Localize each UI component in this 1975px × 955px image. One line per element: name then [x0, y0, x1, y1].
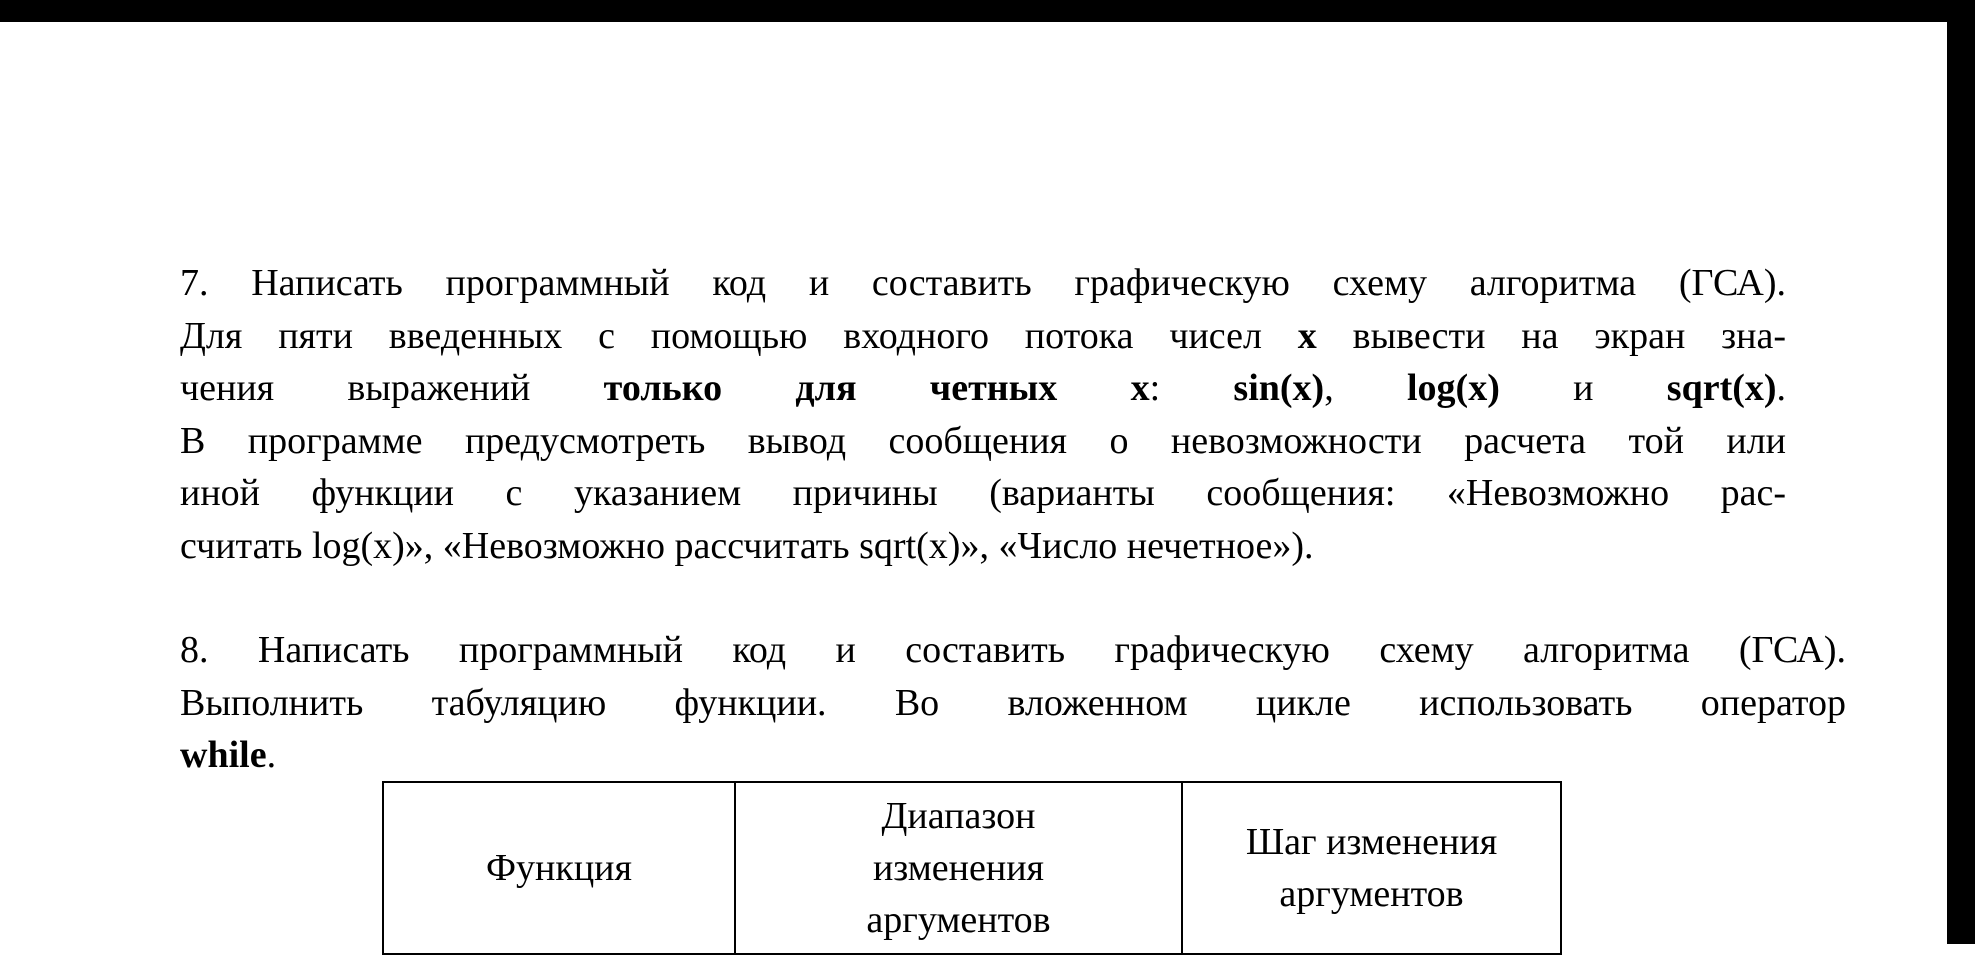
comma: ,	[1324, 367, 1334, 409]
func-sqrt: sqrt(x)	[1666, 367, 1777, 409]
top-border	[0, 0, 1975, 22]
period: .	[266, 734, 277, 776]
header-step-line-2: аргументов	[1279, 873, 1464, 915]
task-7-line-3-start: чения выражений	[180, 367, 531, 409]
right-border	[1947, 0, 1975, 944]
func-log: log(x)	[1407, 367, 1500, 409]
even-only-phrase: только для четных x	[603, 367, 1150, 409]
task-7-line-1: 7. Написать программный код и составить графическую схему алгоритма (ГСА).	[180, 262, 1786, 304]
header-range-line-3: аргументов	[866, 899, 1051, 941]
variable-x: x	[1297, 314, 1317, 357]
task-7-line-6: считать log(x)», «Невозможно рассчитать sqrt(x)», «Число нечетное»).	[180, 524, 1314, 567]
header-function-label: Функция	[486, 847, 632, 889]
header-step-line-1: Шаг изменения	[1245, 821, 1498, 863]
task-8-line-2: Выполнить табуляцию функции. Во вложенном цикле использовать оператор	[180, 681, 1846, 724]
conjunction-and: и	[1573, 367, 1594, 409]
table-header-row	[383, 782, 1561, 954]
task-8-line-1: 8. Написать программный код и составить графическую схему алгоритма (ГСА).	[180, 629, 1846, 671]
header-range-line-1: Диапазон	[881, 795, 1036, 837]
task-7-line-2-end: вывести на экран зна-	[1352, 314, 1786, 357]
task-8-line-3	[180, 729, 1846, 782]
task-7-line-2	[180, 310, 1786, 363]
task-7-line-4: В программе предусмотреть вывод сообщения о невозможности расчета той или	[180, 419, 1786, 462]
task-7-paragraph	[180, 257, 1786, 572]
task-7-line-5: иной функции с указанием причины (варианты сообщения: «Невозможно рас-	[180, 472, 1786, 514]
task-7-line-2-start: Для пяти введенных с помощью входного потока чисел	[180, 314, 1262, 357]
header-range	[735, 782, 1182, 954]
task-8-paragraph	[180, 624, 1846, 782]
while-keyword: while	[180, 734, 267, 776]
task-7-line-3	[180, 362, 1786, 415]
function-table	[382, 781, 1562, 955]
func-sin: sin(x)	[1233, 367, 1325, 409]
header-range-line-2: изменения	[872, 847, 1045, 889]
header-step	[1182, 782, 1561, 954]
header-function	[383, 782, 735, 954]
colon: :	[1149, 367, 1161, 409]
period: .	[1776, 367, 1787, 409]
